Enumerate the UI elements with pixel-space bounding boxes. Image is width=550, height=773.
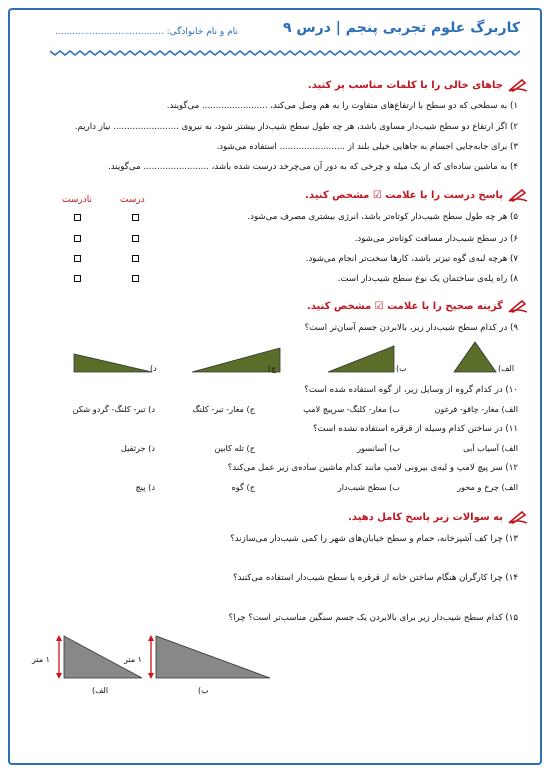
q12-option-a[interactable]: الف) چرخ و محور bbox=[457, 482, 518, 492]
name-field[interactable]: نام و نام خانوادگی: ...................................... bbox=[55, 27, 238, 37]
option-label-a: الف) bbox=[498, 364, 515, 373]
q10-option-d[interactable]: د) تبر- کلنگ- گردو شکن bbox=[72, 404, 155, 414]
height-label-a: ۱ متر bbox=[32, 655, 50, 664]
pen-icon bbox=[508, 510, 528, 524]
q11-option-b[interactable]: ب) آسانسور bbox=[357, 443, 400, 453]
pen-icon bbox=[508, 299, 528, 313]
q11-option-a[interactable]: الف) آسیاب آبی bbox=[463, 443, 518, 453]
section1-title bbox=[308, 78, 528, 92]
checkbox-false-8[interactable] bbox=[74, 275, 81, 282]
question-11: ۱۱) در ساختن کدام وسیله از قرقره استفاده نشده است؟ bbox=[313, 424, 518, 434]
checkbox-false-7[interactable] bbox=[74, 255, 81, 262]
q10-option-a[interactable]: الف) مغار- چاقو- فرغون bbox=[434, 404, 518, 414]
section3-title bbox=[307, 299, 528, 313]
ramp-option-b bbox=[326, 344, 396, 374]
question-5: ۵) هر چه طول سطح شیب‌دار کوتاه‌تر باشد، انرژی بیشتری مصرف می‌شود. bbox=[247, 212, 518, 222]
question-12: ۱۲) سر پیچ لامپ و لبه‌ی بیرونی لامپ مانند کدام ماشین ساده‌ی زیر عمل می‌کند؟ bbox=[227, 463, 518, 473]
column-true: درست bbox=[120, 195, 145, 205]
q12-option-c[interactable]: ج) گوه bbox=[231, 482, 255, 492]
option-label-d: د) bbox=[150, 364, 157, 373]
column-false: نادرست bbox=[62, 195, 92, 205]
ramp-option-d bbox=[72, 352, 154, 374]
section3-title-text: گزینه صحیح را با علامت ☑ مشخص کنید. bbox=[306, 300, 503, 312]
option-label-b: ب) bbox=[396, 364, 407, 373]
question-1: ۱) به سطحی که دو سطح با ارتفاع‌های متفاوت را به هم وصل می‌کند، ........................ می‌گویند. bbox=[166, 101, 518, 111]
checkbox-true-5[interactable] bbox=[132, 214, 139, 221]
ramp-option-a bbox=[452, 340, 498, 374]
pen-icon bbox=[508, 188, 528, 202]
q10-option-c[interactable]: ج) مغار- تبر- کلنگ bbox=[192, 404, 255, 414]
figure-label-a: الف) bbox=[92, 686, 109, 695]
section2-title bbox=[305, 188, 528, 202]
pen-icon bbox=[508, 78, 528, 92]
figure-label-b: ب) bbox=[198, 686, 209, 695]
question-3: ۳) برای جابه‌جایی اجسام به جاهایی خیلی بلند از ........................ استفاده می‌شود. bbox=[216, 142, 518, 152]
option-label-c: ج) bbox=[268, 364, 277, 373]
question-14: ۱۴) چرا کارگران هنگام ساختن خانه از قرقره یا سطح شیب‌دار استفاده می‌کنند؟ bbox=[233, 573, 518, 583]
section4-title bbox=[348, 510, 528, 524]
question-15: ۱۵) کدام سطح شیب‌دار زیر برای بالابردن یک جسم سنگین مناسب‌تر است؟ چرا؟ bbox=[228, 613, 518, 623]
q12-option-d[interactable]: د) پیچ bbox=[135, 482, 155, 492]
question-4: ۴) به ماشین ساده‌ای که از یک میله و چرخی که به دور آن می‌چرخد درست شده باشد، ........................ می‌گویند. bbox=[108, 162, 518, 172]
ramp-figure-b bbox=[148, 634, 272, 680]
zigzag-divider bbox=[50, 49, 520, 57]
question-9: ۹) در کدام سطح شیب‌دار زیر، بالابردن جسم آسان‌تر است؟ bbox=[304, 323, 518, 333]
question-2: ۲) اگر ارتفاع دو سطح شیب‌دار مساوی باشد، هر چه طول سطح شیب‌دار بیشتر شود، به نیروی ........................ نیاز داریم. bbox=[74, 122, 518, 132]
q12-option-b[interactable]: ب) سطح شیب‌دار bbox=[337, 482, 400, 492]
section2-title-text: پاسخ درست را با علامت ☑ مشخص کنید. bbox=[305, 189, 503, 201]
q11-option-d[interactable]: د) جرثقیل bbox=[120, 443, 155, 453]
height-label-b: ۱ متر bbox=[124, 655, 142, 664]
q10-option-b[interactable]: ب) مغار- کلنگ- سرپیچ لامپ bbox=[303, 404, 400, 414]
checkbox-false-5[interactable] bbox=[74, 214, 81, 221]
checkbox-true-7[interactable] bbox=[132, 255, 139, 262]
question-6: ۶) در سطح شیب‌دار مسافت کوتاه‌تر می‌شود. bbox=[354, 234, 518, 244]
checkbox-true-6[interactable] bbox=[132, 235, 139, 242]
question-8: ۸) راه پله‌ی ساختمان یک نوع سطح شیب‌دار است. bbox=[337, 274, 518, 284]
section1-title-text: جاهای خالی را با کلمات مناسب پر کنید. bbox=[307, 79, 503, 91]
section4-title-text: به سوالات زیر پاسخ کامل دهید. bbox=[348, 511, 503, 523]
question-7: ۷) هرچه لبه‌ی گوه تیزتر باشد، کارها سخت‌تر انجام می‌شود. bbox=[305, 254, 518, 264]
question-13: ۱۳) چرا کف آشپزخانه، حمام و سطح خیابان‌های شهر را کمی شیب‌دار می‌سازند؟ bbox=[230, 534, 518, 544]
checkbox-false-6[interactable] bbox=[74, 235, 81, 242]
q11-option-c[interactable]: ج) تله کابین bbox=[214, 443, 255, 453]
page-title: کاربرگ علوم تجربی پنجم | درس ۹ bbox=[282, 20, 520, 36]
question-10: ۱۰) در کدام گروه از وسایل زیر، از گوه استفاده شده است؟ bbox=[304, 385, 518, 395]
checkbox-true-8[interactable] bbox=[132, 275, 139, 282]
